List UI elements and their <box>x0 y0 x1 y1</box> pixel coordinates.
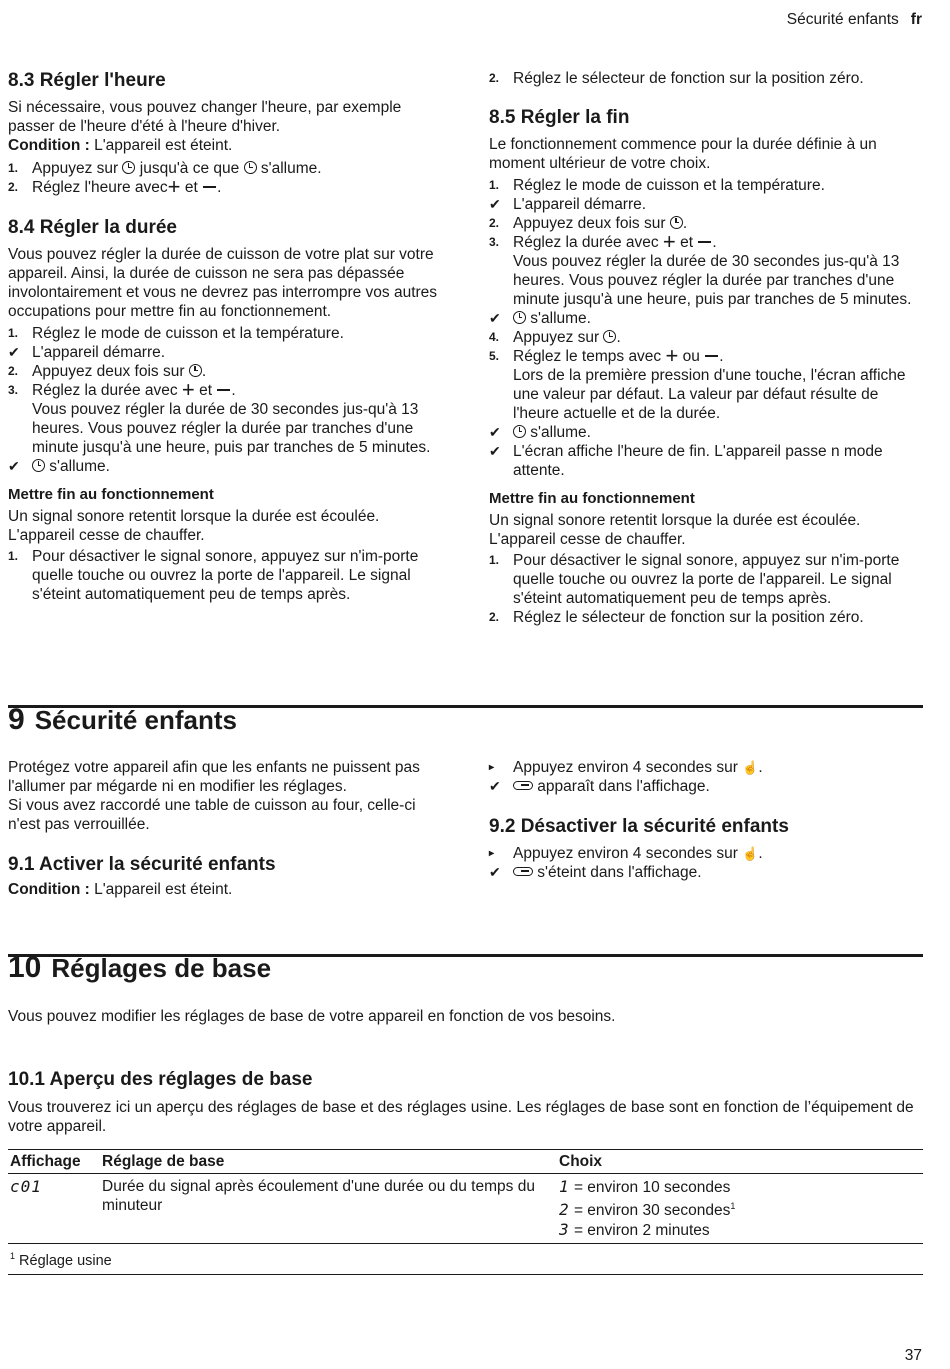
step-text: . <box>712 234 717 251</box>
section-10-1-heading: 10.1 Aperçu des réglages de base <box>8 1069 313 1090</box>
step-number: 1. <box>8 549 19 563</box>
step-text: Réglez le temps avec <box>513 348 666 365</box>
step-number: 2. <box>8 364 19 378</box>
section-8-3-steps <box>8 159 438 197</box>
step-text: Appuyez sur <box>32 160 123 177</box>
section-number: 10 <box>8 951 42 984</box>
step-text: . <box>758 845 763 862</box>
condition-text: L'appareil est éteint. <box>89 137 233 154</box>
step-number: 4. <box>489 330 500 344</box>
step-number: 1. <box>489 553 500 567</box>
triangle-bullet-icon: ▸ <box>489 848 495 859</box>
choice-list <box>557 1174 923 1244</box>
step-text: Réglez le sélecteur de fonction sur la position zéro. <box>513 609 864 626</box>
section-title-text: Réglages de base <box>51 953 272 983</box>
choice-code: 2 <box>559 1200 570 1220</box>
footnote-mark: 1 <box>10 1251 16 1262</box>
step-text: Réglez l'heure avec <box>32 179 168 196</box>
choice-item <box>559 1197 921 1220</box>
section-8-4-steps <box>8 324 438 476</box>
step-text: . <box>201 363 207 380</box>
section-9-1-heading: 9.1 Activer la sécurité enfants <box>8 854 276 875</box>
step-text: . <box>231 382 236 399</box>
step <box>8 174 438 199</box>
section-8-5-steps <box>489 176 919 480</box>
step-number: 1. <box>8 326 19 340</box>
section-9-intro-2: Si vous avez raccordé une table de cuisson au four, celle-ci n'est pas verrouillée. <box>8 797 416 833</box>
step <box>8 159 438 178</box>
section-8-3-heading: 8.3 Régler l'heure <box>8 70 166 91</box>
check-icon: ✔ <box>489 443 501 459</box>
plus-icon: + <box>167 174 181 199</box>
step-note: Lors de la première pression d'une touche, l'écran affiche une valeur par défaut. La valeur par défaut résulte de l'heure actuelle et de la durée. <box>513 367 906 422</box>
condition-text: L'appareil est éteint. <box>89 881 233 898</box>
section-9-intro: Protégez votre appareil afin que les enfants ne puissent pas l'allumer par mégarde ni en modifier les réglages. <box>8 759 420 795</box>
step-number: 2. <box>489 216 500 230</box>
step-number: 3. <box>8 383 19 397</box>
header-title: Sécurité enfants <box>786 11 899 28</box>
step-note: Vous pouvez régler la durée de 30 secondes jus-qu'à 13 heures. Vous pouvez régler la durée par tranches d'une minute jusqu'à une heure, puis par tranches de 5 minutes. <box>513 253 912 308</box>
minus-icon <box>698 241 711 243</box>
section-title-text: Sécurité enfants <box>34 705 237 735</box>
hand-touch-icon: ☝ <box>742 846 759 861</box>
section-10-intro: Vous pouvez modifier les réglages de base de votre appareil en fonction de vos besoins. <box>8 1008 616 1025</box>
section-10-1-intro: Vous trouverez ici un aperçu des réglages de base et des réglages usine. Les réglages de base sont en fonction de l’équipement de votre appareil. <box>8 1099 914 1135</box>
plus-icon: + <box>181 377 195 402</box>
column-header: Affichage <box>8 1150 100 1174</box>
result-text: L'appareil démarre. <box>513 196 647 213</box>
clock-icon <box>670 216 683 229</box>
step-text: ou <box>678 348 705 365</box>
step-number: 1. <box>8 161 19 175</box>
section-8-5-intro: Le fonctionnement commence pour la durée définie à un moment ultérieur de votre choix. <box>489 136 877 172</box>
clock-icon <box>244 161 257 174</box>
clock-icon <box>513 311 526 324</box>
footnote-ref: 1 <box>730 1201 736 1211</box>
step-number: 2. <box>489 610 500 624</box>
section-9-2-heading: 9.2 Désactiver la sécurité enfants <box>489 816 789 837</box>
section-8-4-heading: 8.4 Régler la durée <box>8 217 177 238</box>
step-text: Appuyez environ 4 secondes sur <box>513 759 743 776</box>
step-number: 1. <box>489 178 500 192</box>
end-operation-heading: Mettre fin au fonctionnement <box>8 486 214 503</box>
check-icon: ✔ <box>489 864 501 880</box>
table-row <box>8 1174 923 1244</box>
condition-label: Condition : <box>8 137 90 154</box>
choice-text: = environ 10 secondes <box>569 1179 731 1196</box>
step-text: . <box>758 759 763 776</box>
section-number: 9 <box>8 703 25 736</box>
left-column <box>8 69 438 604</box>
end-operation-intro: Un signal sonore retentit lorsque la durée est écoulée. L'appareil cesse de chauffer. <box>8 508 380 544</box>
section-8-3-condition <box>8 136 438 155</box>
footnote-text: Réglage usine <box>15 1252 112 1269</box>
choice-code: 1 <box>559 1177 570 1196</box>
step-text: . <box>719 348 724 365</box>
step-text: et <box>180 179 203 196</box>
step-text: . <box>616 329 621 346</box>
plus-icon: + <box>662 229 676 254</box>
clock-icon <box>189 364 202 377</box>
choice-text: = environ 2 minutes <box>569 1222 710 1240</box>
minus-icon <box>203 186 216 188</box>
clock-icon <box>513 425 526 438</box>
clock-icon <box>122 161 135 174</box>
step-text: jusqu'à ce que <box>135 160 244 177</box>
plus-icon: + <box>665 343 679 368</box>
step-text: Réglez la durée avec <box>513 234 663 251</box>
result-text: L'appareil démarre. <box>32 344 166 361</box>
step-text: Appuyez deux fois sur <box>513 215 670 232</box>
column-header: Choix <box>557 1150 923 1174</box>
hand-touch-icon: ☝ <box>742 760 759 775</box>
section-9-left <box>8 758 438 899</box>
step-text: Pour désactiver le signal sonore, appuyez sur n'im-porte quelle touche ou ouvrez la porte de l'appareil. Le signal s'éteint automatiquement peu de temps après. <box>32 548 419 603</box>
column-header: Réglage de base <box>100 1150 557 1174</box>
step-text: . <box>217 179 222 196</box>
page-header <box>787 10 922 29</box>
step-text: Appuyez environ 4 secondes sur <box>513 845 743 862</box>
section-8-5-heading: 8.5 Régler la fin <box>489 107 630 128</box>
end-operation-intro: Un signal sonore retentit lorsque la durée est écoulée. L'appareil cesse de chauffer. <box>489 512 861 548</box>
section-9-right <box>489 758 919 882</box>
step-number: 2. <box>489 71 500 85</box>
step-text: . <box>682 215 688 232</box>
minus-icon <box>705 355 718 357</box>
section-9-title <box>8 703 237 736</box>
step-text: Réglez le mode de cuisson et la température. <box>32 325 344 342</box>
check-icon: ✔ <box>489 778 501 794</box>
clock-icon <box>32 459 45 472</box>
step-text: Réglez le mode de cuisson et la température. <box>513 177 825 194</box>
choice-text: = environ 30 secondes <box>569 1202 731 1220</box>
section-8-4-intro: Vous pouvez régler la durée de cuisson de votre plat sur votre appareil. Ainsi, la durée de cuisson ne sera pas dépassée involontairement et vous ne devrez pas interrompre vos autres occupations pour mettre fin au fonctionnement. <box>8 246 438 320</box>
choice-item <box>559 1177 921 1197</box>
step-number: 2. <box>8 180 19 194</box>
section-9-1-condition <box>8 880 438 899</box>
result-text: s'allume. <box>526 310 591 327</box>
step-text: Appuyez sur <box>513 329 604 346</box>
step-note: Vous pouvez régler la durée de 30 secondes jus-qu'à 13 heures. Vous pouvez régler la durée par tranches d'une minute jusqu'à une heure, puis par tranches de 5 minutes. <box>32 401 431 456</box>
display-code: c01 <box>10 1177 42 1196</box>
result-text: L'écran affiche l'heure de fin. L'appareil passe n mode attente. <box>513 443 883 479</box>
result-text: s'éteint dans l'affichage. <box>533 864 702 881</box>
key-icon <box>513 781 533 790</box>
step-text: Réglez le sélecteur de fonction sur la position zéro. <box>513 70 864 87</box>
check-icon: ✔ <box>489 310 501 326</box>
result-text: apparaît dans l'affichage. <box>533 778 710 795</box>
section-10-title <box>8 951 272 984</box>
check-icon: ✔ <box>489 196 501 212</box>
check-icon: ✔ <box>489 424 501 440</box>
right-column <box>489 69 919 627</box>
section-8-3-intro: Si nécessaire, vous pouvez changer l'heure, par exemple passer de l'heure d'été à l'heure d'hiver. <box>8 99 402 135</box>
step-text: Pour désactiver le signal sonore, appuyez sur n'im-porte quelle touche ou ouvrez la porte de l'appareil. Le signal s'éteint automatiquement peu de temps après. <box>513 552 900 607</box>
settings-table <box>8 1149 923 1275</box>
check-icon: ✔ <box>8 458 20 474</box>
step-text: et <box>194 382 217 399</box>
header-lang: fr <box>910 11 922 28</box>
step-text: Réglez la durée avec <box>32 382 182 399</box>
table-footnote-row <box>8 1244 923 1275</box>
step-number: 5. <box>489 349 500 363</box>
table-header-row <box>8 1150 923 1174</box>
check-icon: ✔ <box>8 344 20 360</box>
setting-description: Durée du signal après écoulement d'une durée ou du temps du minuteur <box>100 1174 557 1244</box>
key-icon <box>513 867 533 876</box>
page-number: 37 <box>904 1347 922 1364</box>
step-text: s'allume. <box>256 160 322 177</box>
choice-item <box>559 1220 921 1240</box>
minus-icon <box>217 389 230 391</box>
step-number: 3. <box>489 235 500 249</box>
triangle-bullet-icon: ▸ <box>489 762 495 773</box>
end-operation-heading: Mettre fin au fonctionnement <box>489 490 695 507</box>
step-text: et <box>675 234 698 251</box>
step-text: Appuyez deux fois sur <box>32 363 189 380</box>
condition-label: Condition : <box>8 881 90 898</box>
result-text: s'allume. <box>526 424 591 441</box>
clock-icon <box>603 330 616 343</box>
result-text: s'allume. <box>45 458 110 475</box>
choice-code: 3 <box>559 1220 570 1240</box>
